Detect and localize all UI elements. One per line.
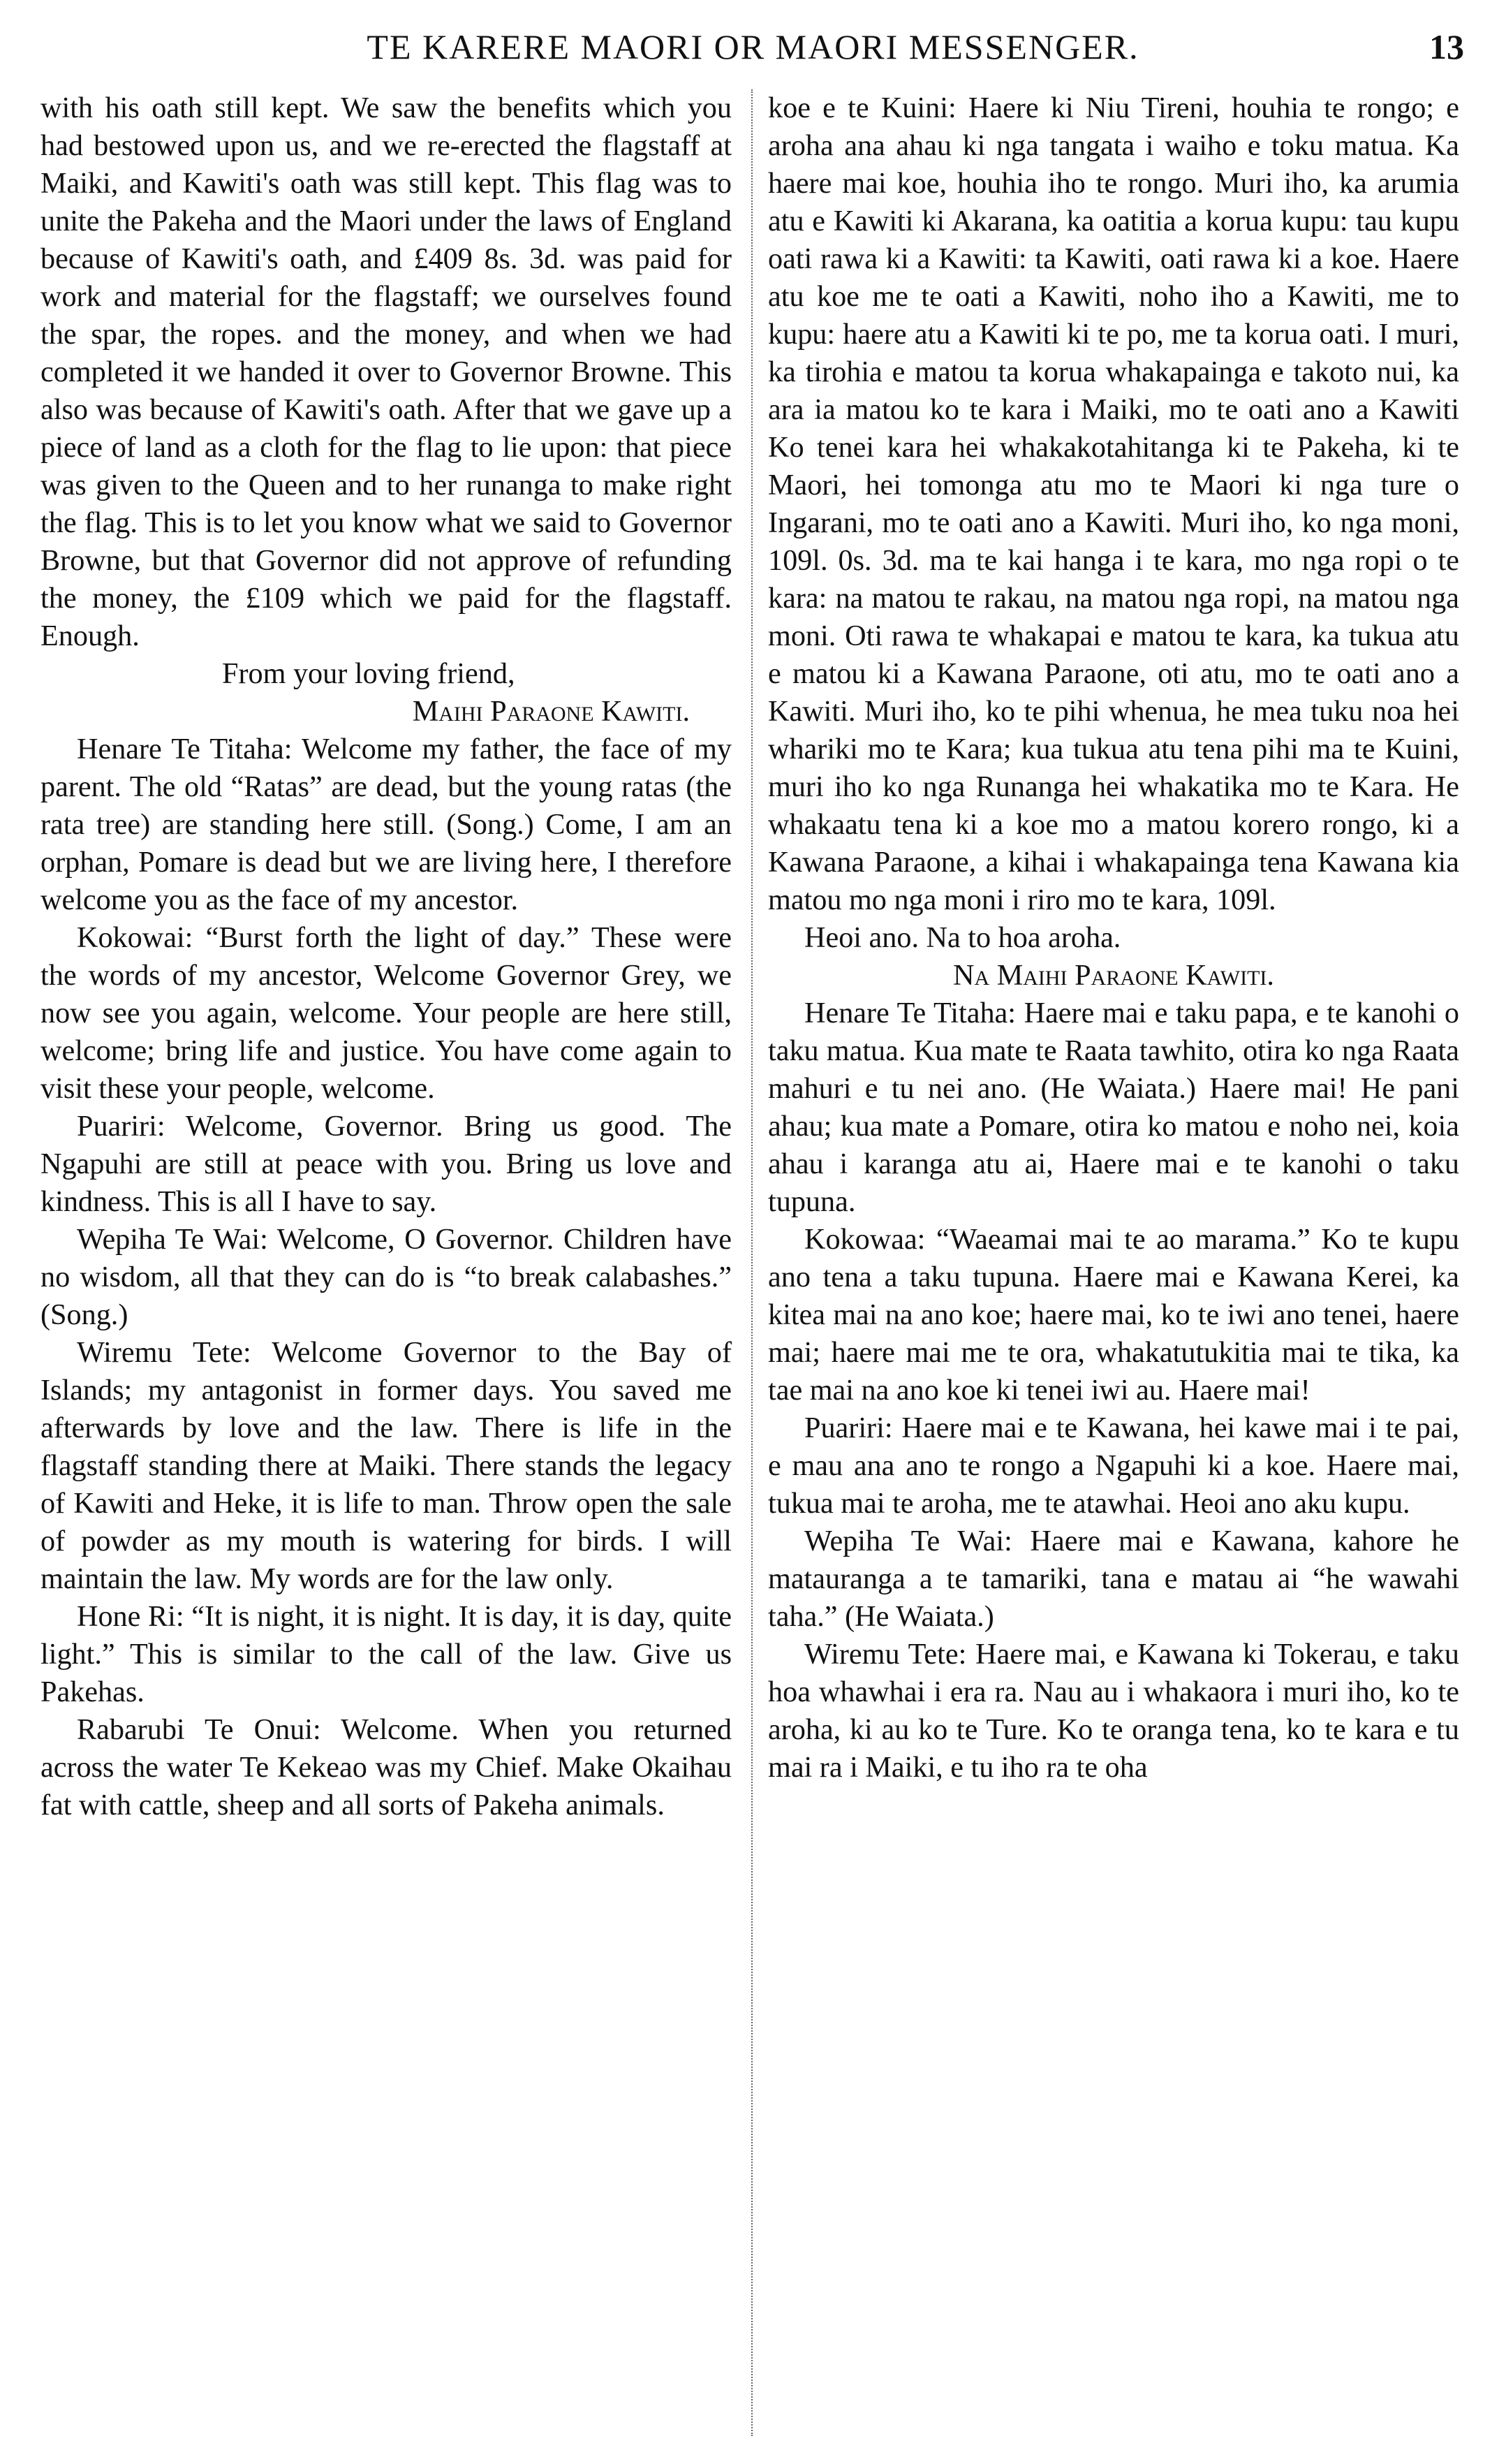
column-paragraph: Wepiha Te Wai: Haere mai e Kawana, kahore he matauranga a te tamariki, tana e matau ai “he wawahi taha.” (He Waiata.) xyxy=(768,1525,1459,1633)
column-paragraph: with his oath still kept. We saw the benefits which you had bestowed upon us, and we re-erected the flagstaff at Maiki, and Kawiti's oath was still kept. This flag was to unite the Pakeha and the Maori under the laws of England because of Kawiti's oath, and £409 8s. 3d. was paid for work and material for the flagstaff; we ourselves found the spar, the ropes. and the money, and when we had completed it we handed it over to Governor Browne. This also was because of Kawiti's oath. After that we gave up a piece of land as a cloth for the flag to lie upon: that piece was given to the Queen and to her runanga to make right the flag. This is to let you know what we said to Governor Browne, but that Governor did not approve of refunding the money, the £109 which we paid for the flagstaff. Enough. xyxy=(40,91,732,652)
column-divider xyxy=(751,89,753,2436)
english-column xyxy=(40,89,732,2443)
column-paragraph: Henare Te Titaha: Welcome my father, the face of my parent. The old “Ratas” are dead, but the young ratas (the rata tree) are standing here still. (Song.) Come, I am an orphan, Pomare is dead but we are living here, I therefore welcome you as the face of my ancestor. xyxy=(40,733,732,916)
column-paragraph: Wiremu Tete: Haere mai, e Kawana ki Tokerau, e taku hoa whawhai i era ra. Nau au i whakaora i muri iho, ko te aroha, ki au ko te Ture. Ko te oranga tena, ko te kara e tu mai ra i Maiki, e tu iho ra te oha xyxy=(768,1638,1459,1784)
column-paragraph: Kokowai: “Burst forth the light of day.” These were the words of my ancestor, Welcome Governor Grey, we now see you again, welcome. Your people are here still, welcome; bring life and justice. You have come again to visit these your people, welcome. xyxy=(40,921,732,1105)
column-paragraph: Puariri: Haere mai e te Kawana, hei kawe mai i te pai, e mau ana ano te rongo a Ngapuhi ki a koe. Haere mai, tukua mai te aroha, me te atawhai. Heoi ano aku kupu. xyxy=(768,1411,1459,1520)
column-paragraph: Hone Ri: “It is night, it is night. It is day, it is day, quite light.” This is similar to the call of the law. Give us Pakehas. xyxy=(40,1600,732,1708)
column-paragraph: Wiremu Tete: Welcome Governor to the Bay of Islands; my antagonist in former days. You saved me afterwards by love and the law. There is life in the flagstaff standing there at Maiki. There stands the legacy of Kawiti and Heke, it is life to man. Throw open the sale of powder as my mouth is watering for birds. I will maintain the law. My words are for the law only. xyxy=(40,1336,732,1595)
column-paragraph: Rabarubi Te Onui: Welcome. When you returned across the water Te Kekeao was my Chief. Make Okaihau fat with cattle, sheep and all sorts of Pakeha animals. xyxy=(40,1713,732,1821)
signature-line: Na Maihi Paraone Kawiti. xyxy=(953,959,1274,992)
column-paragraph: koe e te Kuini: Haere ki Niu Tireni, houhia te rongo; e aroha ana ahau ki nga tangata i waiho e toku matua. Ka haere mai koe, houhia iho te rongo. Muri iho, ka arumia atu e Kawiti ki Akarana, ka oatitia a korua kupu: tau kupu oati rawa ki a Kawiti: ta Kawiti, oati rawa ki a koe. Haere atu koe me te oati a Kawiti, noho iho a Kawiti, me to kupu: haere atu a Kawiti ki te po, me ta korua oati. I muri, ka tirohia e matou ta korua whakapainga e takoto nui, ka ara ia matou ko te kara i Maiki, mo te oati ano a Kawiti Ko tenei kara hei whakakotahitanga ki te Pakeha, ki te Maori, hei tomonga atu mo te Maori ki nga ture o Ingarani, mo te oati ano a Kawiti. Muri iho, ko nga moni, 109l. 0s. 3d. ma te kai hanga i te kara, mo nga ropi o te kara: na matou te rakau, na matou nga ropi, na matou nga moni. Oti rawa te whakapai e matou te kara, ka tukua atu e matou ki a Kawana Paraone, oti atu, mo te oati ano a Kawiti. Muri iho, ko te pihi whenua, he mea tuku noa hei whariki mo te Kara; kua tukua atu tena pihi ma te Kuini, muri iho ko nga Runanga hei whakatika mo te Kara. He whakaatu tena ki a koe mo a matou korero rongo, ki a Kawana Paraone, a kihai i whakapainga tena Kawana kia matou mo nga moni i riro mo te kara, 109l. xyxy=(768,91,1459,916)
signature-line: Maihi Paraone Kawiti. xyxy=(412,695,690,728)
column-paragraph: Puariri: Welcome, Governor. Bring us good. The Ngapuhi are still at peace with you. Bring us love and kindness. This is all I have to say. xyxy=(40,1110,732,1218)
page-number: 13 xyxy=(1429,27,1464,66)
running-head xyxy=(42,27,1464,75)
column-paragraph: Kokowaa: “Waeamai mai te ao marama.” Ko te kupu ano tena a taku tupuna. Haere mai e Kawana Kerei, ka kitea mai na ano koe; haere mai, ko te iwi ano tenei, haere mai; haere mai me te ora, whakatutukitia mai te tika, ka tae mai na ano koe ki tenei iwi au. Haere mai! xyxy=(768,1223,1459,1407)
column-paragraph: From your loving friend, xyxy=(222,657,515,690)
newspaper-title: TE KARERE MAORI OR MAORI MESSENGER. xyxy=(367,27,1139,66)
column-paragraph: Henare Te Titaha: Haere mai e taku papa, e te kanohi o taku matua. Kua mate te Raata tawhito, otira ko nga Raata mahuri e tu nei ano. (He Waiata.) Haere mai! He pani ahau; kua mate a Pomare, otira ko matou e noho nei, koia ahau i karanga atu ai, Haere mai e te kanohi o taku tupuna. xyxy=(768,997,1459,1218)
maori-column xyxy=(768,89,1459,2443)
column-paragraph: Wepiha Te Wai: Welcome, O Governor. Children have no wisdom, all that they can do is “to break calabashes.” (Song.) xyxy=(40,1223,732,1331)
column-paragraph: Heoi ano. Na to hoa aroha. xyxy=(804,921,1121,954)
